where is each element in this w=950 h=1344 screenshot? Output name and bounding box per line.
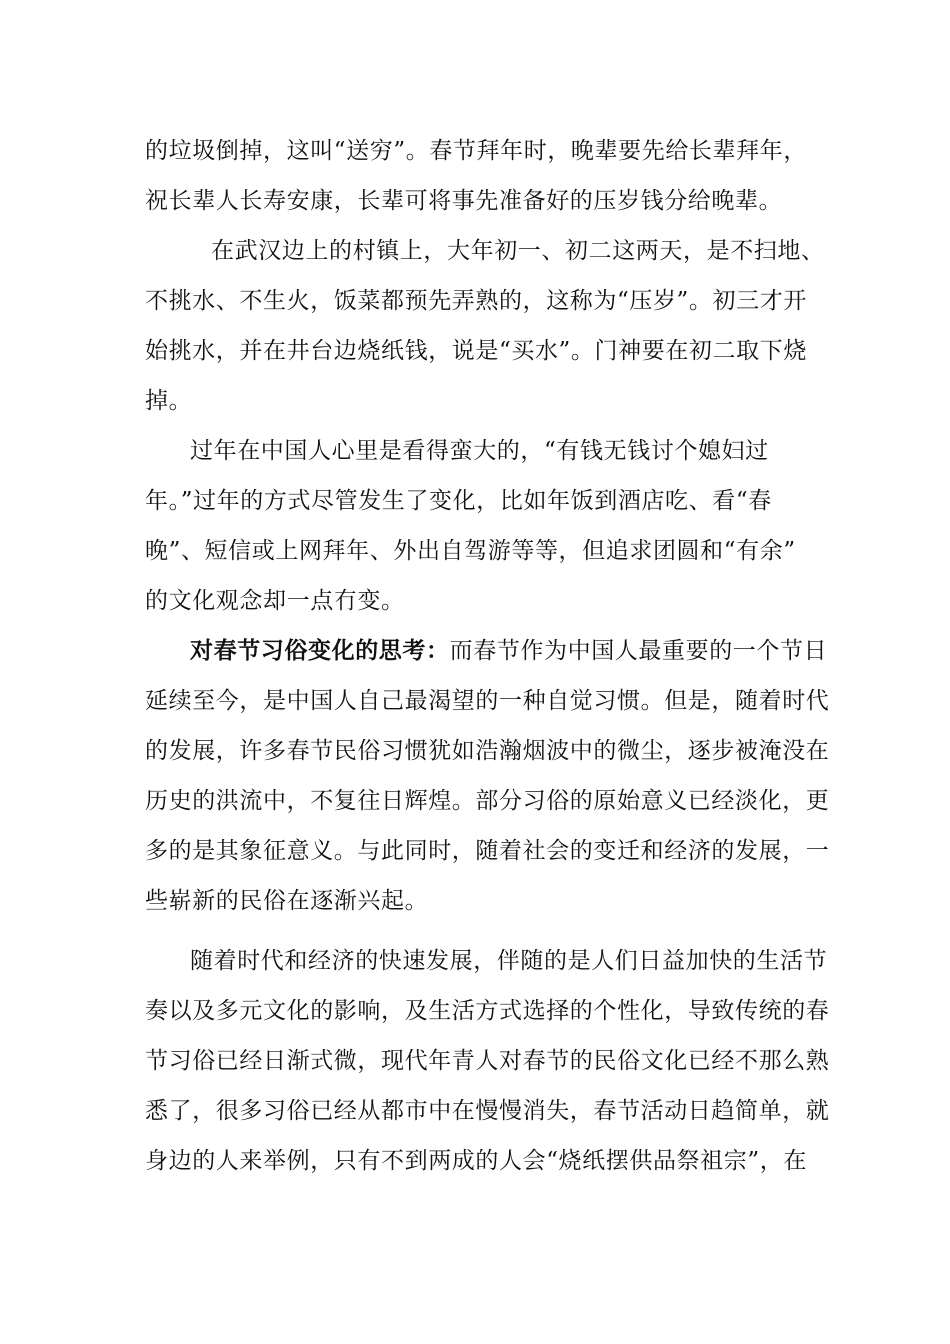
section-heading: 对春节习俗变化的思考： (190, 637, 450, 664)
paragraph-5-line-1: 随着时代和经济的快速发展，伴随的是人们日益加快的生活节 (190, 948, 828, 974)
paragraph-2-line-1: 在武汉边上的村镇上，大年初一、初二这两天，是不扫地、 (211, 238, 825, 264)
paragraph-2-line-3: 始挑水，并在井台边烧纸钱，说是“买水”。门神要在初二取下烧 (145, 338, 807, 364)
paragraph-5-line-5: 身边的人来举例，只有不到两成的人会“烧纸摆供品祭祖宗”，在 (145, 1148, 807, 1174)
paragraph-2-line-4: 掉。 (145, 388, 193, 414)
paragraph-4-line-3: 的发展，许多春节民俗习惯犹如浩瀚烟波中的微尘，逐步被淹没在 (145, 738, 830, 764)
paragraph-4-line-1 (190, 636, 827, 666)
paragraph-3-line-2: 年。”过年的方式尽管发生了变化，比如年饭到酒店吃、看“春 (145, 488, 772, 514)
paragraph-5-line-3: 节习俗已经日渐式微，现代年青人对春节的民俗文化已经不那么熟 (145, 1048, 830, 1074)
paragraph-4-line-5: 多的是其象征意义。与此同时，随着社会的变迁和经济的发展，一 (145, 838, 830, 864)
paragraph-4-line-4: 历史的洪流中，不复往日辉煌。部分习俗的原始意义已经淡化，更 (145, 788, 830, 814)
paragraph-5-line-4: 悉了，很多习俗已经从都市中在慢慢消失，春节活动日趋简单，就 (145, 1098, 830, 1124)
paragraph-1-line-1: 的垃圾倒掉，这叫“送穷”。春节拜年时，晚辈要先给长辈拜年， (145, 138, 807, 164)
paragraph-1-line-2: 祝长辈人长寿安康，长辈可将事先准备好的压岁钱分给晚辈。 (145, 188, 783, 214)
paragraph-4-line-6: 些崭新的民俗在逐渐兴起。 (145, 888, 429, 914)
paragraph-5-line-2: 奏以及多元文化的影响，及生活方式选择的个性化，导致传统的春 (145, 998, 830, 1024)
paragraph-2-line-2: 不挑水、不生火，饭菜都预先弄熟的，这称为“压岁”。初三才开 (145, 288, 807, 314)
paragraph-4-line-1-text: 而春节作为中国人最重要的一个节日 (449, 638, 828, 664)
paragraph-3-line-3: 晚”、短信或上网拜年、外出自驾游等等，但追求团圆和“有余” (145, 538, 796, 564)
paragraph-3-line-4: 的文化观念却一点冇变。 (145, 588, 405, 614)
paragraph-3-line-1: 过年在中国人心里是看得蛮大的，“有钱无钱讨个媳妇过 (190, 438, 769, 464)
paragraph-4-line-2: 延续至今，是中国人自己最渴望的一种自觉习惯。但是，随着时代 (145, 688, 830, 714)
